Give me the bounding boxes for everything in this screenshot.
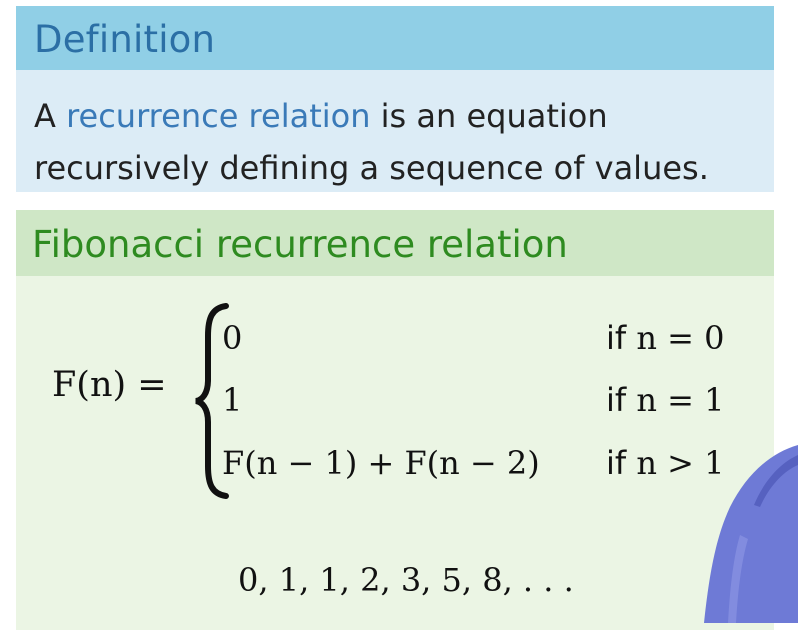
- fibonacci-header: [16, 210, 774, 276]
- definition-text: [34, 90, 754, 194]
- case-condition-1: [606, 318, 724, 358]
- definition-line-2: recursively defining a sequence of values.: [34, 149, 709, 187]
- case-condition-if: if: [606, 444, 627, 482]
- fibonacci-sequence: 0, 1, 1, 2, 3, 5, 8, . . .: [238, 561, 574, 599]
- case-condition-expr: n > 1: [636, 444, 725, 482]
- definition-title: Definition: [34, 18, 216, 61]
- definition-term: recurrence relation: [66, 97, 371, 135]
- definition-block: [16, 6, 774, 192]
- fibonacci-title: Fibonacci recurrence relation: [32, 223, 568, 266]
- case-condition-if: if: [606, 319, 627, 357]
- case-value-1: 0: [222, 319, 243, 357]
- case-condition-2: [606, 380, 724, 420]
- definition-header: [16, 6, 774, 70]
- definition-prefix: A: [34, 97, 67, 135]
- case-condition-expr: n = 1: [636, 381, 725, 419]
- fibonacci-block: [16, 210, 774, 630]
- case-condition-if: if: [606, 381, 627, 419]
- case-value-3: F(n − 1) + F(n − 2): [222, 444, 540, 482]
- definition-suffix: is an equation: [370, 97, 608, 135]
- presenter-shoulder: [700, 445, 798, 623]
- case-condition-expr: n = 0: [636, 319, 725, 357]
- recurrence-lhs: F(n) =: [52, 365, 167, 405]
- case-value-2: 1: [222, 381, 243, 419]
